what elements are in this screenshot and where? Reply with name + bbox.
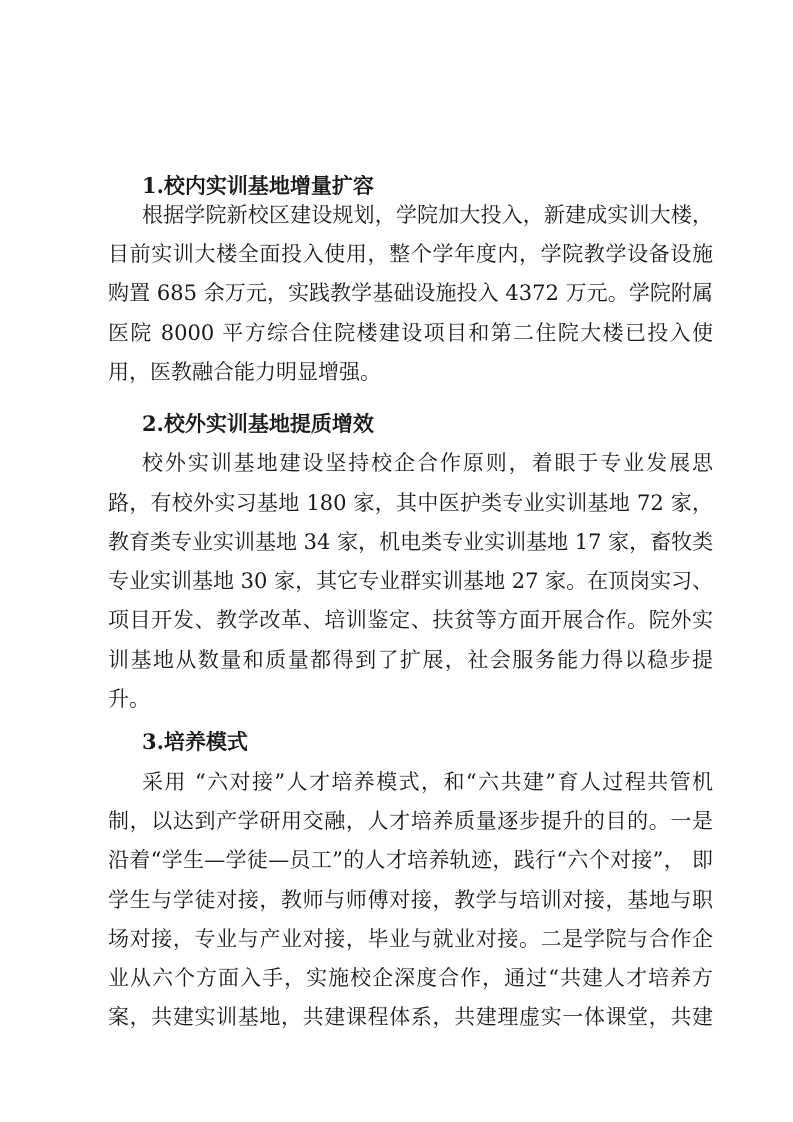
paragraph-line: 根据学院新校区建设规划，学院加大投入，新建成实训大楼， bbox=[142, 203, 713, 227]
paragraph-line: 训基地从数量和质量都得到了扩展，社会服务能力得以稳步提 bbox=[108, 648, 713, 672]
paragraph-line: 升。 bbox=[108, 687, 150, 711]
paragraph-line: 购置 685 余万元，实践教学基础设施投入 4372 万元。学院附属 bbox=[108, 281, 713, 305]
paragraph-line: 路，有校外实习基地 180 家，其中医护类专业实训基地 72 家， bbox=[108, 491, 713, 515]
paragraph-line: 医院 8000 平方综合住院楼建设项目和第二住院大楼已投入使 bbox=[108, 321, 713, 345]
paragraph-line: 学生与学徒对接，教师与师傅对接，教学与培训对接，基地与职 bbox=[108, 888, 713, 912]
paragraph-line: 项目开发、教学改革、培训鉴定、扶贫等方面开展合作。院外实 bbox=[108, 608, 713, 632]
paragraph-line: 业从六个方面入手，实施校企深度合作，通过“共建人才培养方 bbox=[108, 966, 713, 990]
paragraph-line: 案，共建实训基地，共建课程体系，共建理虚实一体课堂，共建 bbox=[108, 1005, 713, 1029]
paragraph-line: 专业实训基地 30 家，其它专业群实训基地 27 家。在顶岗实习、 bbox=[108, 569, 714, 593]
section-heading: 2.校外实训基地提质增效 bbox=[142, 411, 374, 436]
paragraph-line: 场对接，专业与产业对接，毕业与就业对接。二是学院与合作企 bbox=[108, 927, 713, 951]
paragraph-line: 制，以达到产学研用交融，人才培养质量逐步提升的目的。一是 bbox=[108, 809, 713, 833]
paragraph-line: 用，医教融合能力明显增强。 bbox=[108, 360, 381, 384]
paragraph-line: 目前实训大楼全面投入使用，整个学年度内，学院教学设备设施 bbox=[108, 242, 713, 266]
paragraph-line: 沿着“学生—学徒—员工”的人才培养轨迹，践行“六个对接”， 即 bbox=[108, 848, 713, 872]
paragraph-line: 教育类专业实训基地 34 家，机电类专业实训基地 17 家，畜牧类 bbox=[108, 530, 714, 554]
section-heading: 3.培养模式 bbox=[142, 729, 248, 754]
paragraph-line: 校外实训基地建设坚持校企合作原则，着眼于专业发展思 bbox=[142, 451, 713, 475]
paragraph-line: 采用 “六对接”人才培养模式，和“六共建”育人过程共管机 bbox=[142, 770, 713, 794]
section-heading: 1.校内实训基地增量扩容 bbox=[142, 173, 374, 198]
